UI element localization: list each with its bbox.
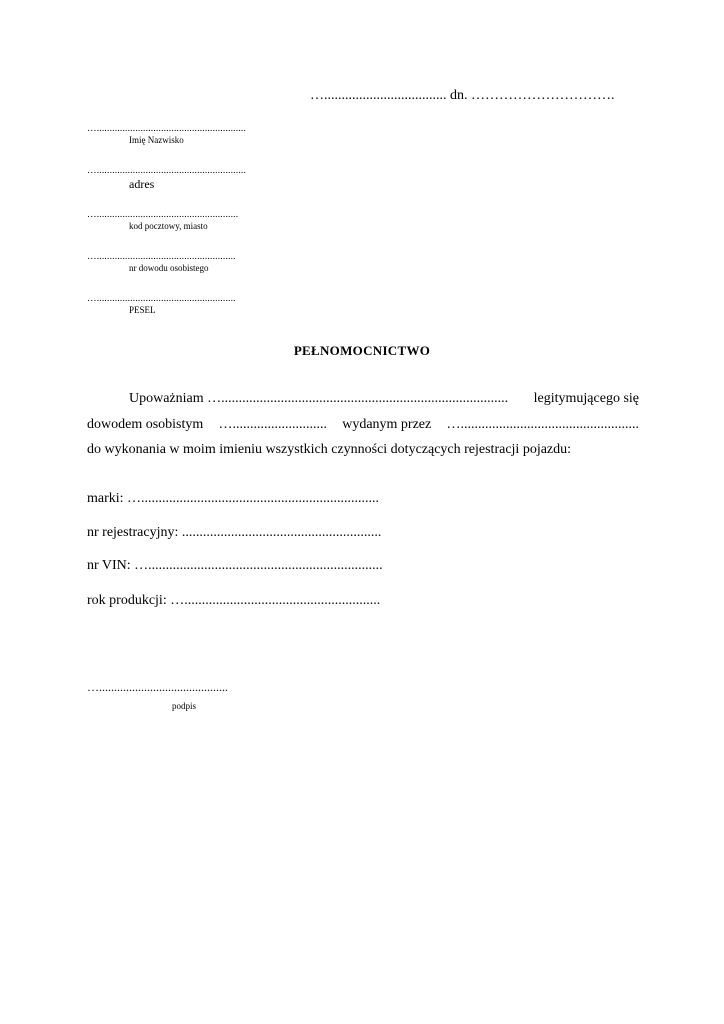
address-label: adres bbox=[129, 177, 155, 191]
postal-city-label: kod pocztowy, miasto bbox=[129, 221, 208, 231]
vehicle-vin-line: nr VIN: …................................................................... bbox=[87, 558, 383, 573]
body-line-1-right: legitymującego się bbox=[533, 391, 639, 406]
name-line: ….......................................................... bbox=[87, 124, 247, 134]
document-title: PEŁNOMOCNICTWO bbox=[293, 343, 431, 358]
address-line: ….......................................................... bbox=[87, 166, 247, 176]
signature-line: …........................................... bbox=[87, 680, 228, 694]
pesel-label: PESEL bbox=[129, 305, 156, 315]
body-line-2 bbox=[87, 417, 639, 433]
vehicle-registration-line: nr rejestracyjny: ......................................................... bbox=[87, 525, 382, 540]
pesel-line: …...................................................... bbox=[87, 294, 236, 304]
place-date-line: …................................... dn. …………………………. bbox=[310, 88, 615, 103]
id-number-line: …...................................................... bbox=[87, 252, 236, 262]
body-line-1 bbox=[87, 391, 639, 407]
body-line-3: do wykonania w moim imieniu wszystkich czynności dotyczących rejestracji pojazdu: bbox=[87, 442, 572, 457]
body-line-2-a: dowodem osobistym bbox=[87, 417, 204, 432]
vehicle-make-line: marki: ….................................................................... bbox=[87, 491, 380, 506]
signature-label: podpis bbox=[172, 701, 197, 711]
id-number-label: nr dowodu osobistego bbox=[129, 263, 209, 273]
body-line-2-b: …........................... bbox=[218, 417, 327, 432]
vehicle-year-line: rok produkcji: …........................................................ bbox=[87, 593, 381, 608]
body-line-1-left: Upoważniam ….................................................................................. bbox=[129, 391, 509, 406]
name-label: Imię Nazwisko bbox=[129, 135, 184, 145]
body-line-2-d: …................................................... bbox=[446, 417, 639, 432]
postal-city-line: …....................................................... bbox=[87, 210, 239, 220]
body-line-2-c: wydanym przez bbox=[342, 417, 432, 432]
